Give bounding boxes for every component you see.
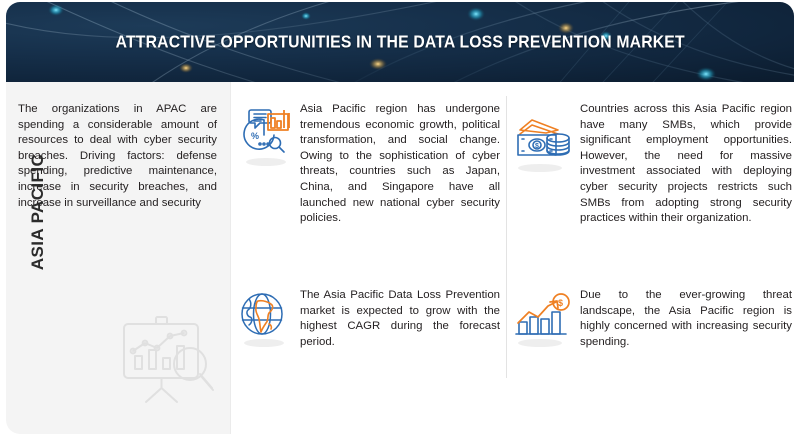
globe-icon <box>238 290 290 340</box>
svg-text:$: $ <box>558 298 564 308</box>
region-label <box>28 152 48 272</box>
card-icon-wrap <box>238 106 300 163</box>
card-smb-employment <box>514 102 794 227</box>
card-text: Asia Pacific region has undergone tremendous economic growth, political transformation, and social change. Owing to the sophistication of cyber threats, countries such as Japan, China, and Singapore have all launched new national cyber security policies. <box>300 103 500 225</box>
left-region-panel <box>6 82 230 434</box>
card-icon-wrap <box>514 116 580 171</box>
icon-shadow <box>518 164 562 172</box>
money-banknote-coins-icon <box>514 116 574 166</box>
left-panel-paragraph: The organizations in APAC are spending a considerable amount of resources to deal with cyber security breaches. Driving factors: defense spending, predictive maintenance, increase in security breaches, and increase in surveillance and security <box>18 103 217 209</box>
header-banner <box>6 2 794 82</box>
icon-shadow <box>518 339 562 347</box>
card-icon-wrap <box>238 290 300 345</box>
region-label-text: ASIA PACIFIC <box>28 153 47 271</box>
card-text: Due to the ever-growing threat landscape, the Asia Pacific region is highly concerned with increasing security spending. <box>580 289 792 348</box>
svg-text:$: $ <box>535 143 539 150</box>
icon-shadow <box>246 158 286 166</box>
card-security-spending <box>514 288 794 350</box>
content-area <box>0 82 800 446</box>
card-text: The Asia Pacific Data Loss Prevention market is expected to grow with the highest CAGR during the forecast period. <box>300 289 500 348</box>
card-cagr-growth <box>238 288 502 350</box>
page-title <box>6 32 794 53</box>
card-economic-growth <box>238 102 502 227</box>
divider-middle-right <box>506 96 507 378</box>
pie-chart-analysis-icon <box>238 106 294 158</box>
icon-shadow <box>244 339 284 347</box>
page-title-text: ATTRACTIVE OPPORTUNITIES IN THE DATA LOSS PREVENTION MARKET <box>115 31 685 52</box>
presentation-chart-magnifier-icon <box>118 312 222 406</box>
card-icon-wrap <box>514 292 580 347</box>
svg-text:%: % <box>251 131 260 141</box>
divider-left <box>230 82 231 434</box>
card-text: Countries across this Asia Pacific region have many SMBs, which provide significant employment opportunities. However, the need for massive investment associated with deploying cyber security projects restricts such SMBs from adopting strong security practices within their organization. <box>580 103 792 225</box>
growth-bar-chart-dollar-icon <box>514 292 574 342</box>
